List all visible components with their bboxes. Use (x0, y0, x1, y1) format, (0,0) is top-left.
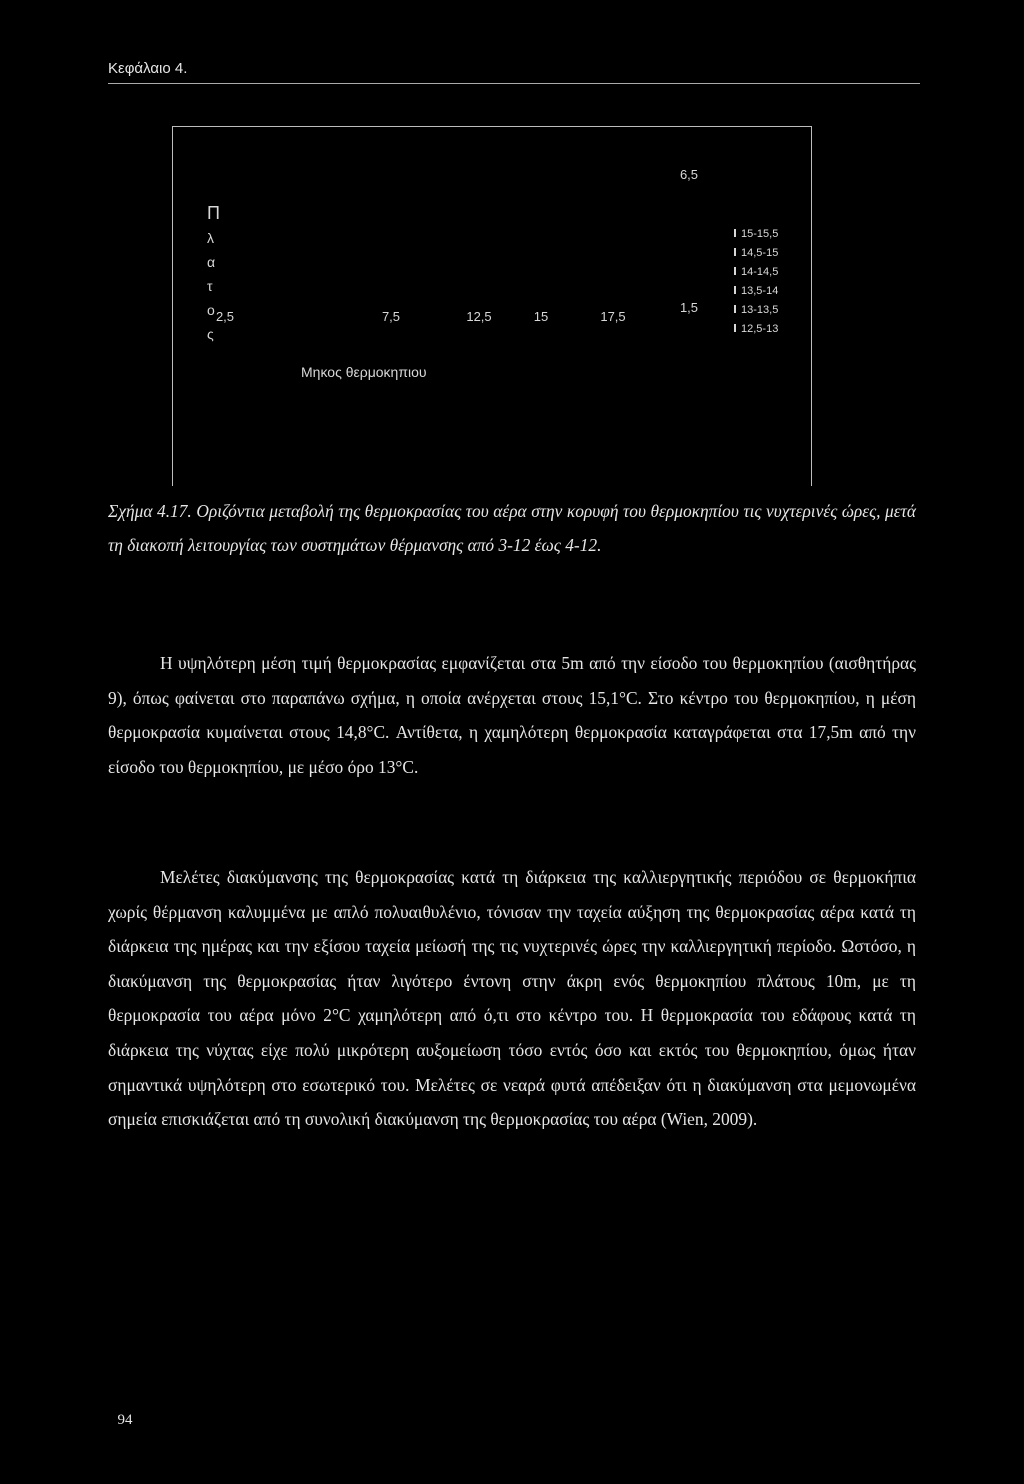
caption-label: Σχήμα 4.17. (108, 501, 192, 521)
x-tick-label: 12,5 (466, 309, 492, 324)
legend-entry: 15-15,5 (741, 228, 779, 240)
paragraph-1: Η υψηλότερη μέση τιμή θερμοκρασίας εμφανίζεται στα 5m από την είσοδο του θερμοκηπίου (αισθητήρας 9), όπως φαίνεται στο παραπάνω σχήμα, η οποία ανέρχεται στους 15,1°C. Στο κέντρο του θερμοκηπίου, η μέση θερμοκρασία κυμαίνεται στους 14,8°C. Αντίθετα, η χαμηλότερη θερμοκρασία καταγράφεται στα 17,5m από την είσοδο του θερμοκηπίου, με μέσο όρο 13°C. (108, 653, 916, 777)
header-rule (108, 83, 920, 84)
caption-text: Οριζόντια μεταβολή της θερμοκρασίας του αέρα στην κορυφή του θερμοκηπίου τις νυχτερινές ώρες, μετά τη διακοπή λειτουργίας των συστημάτων θέρμανσης από 3-12 έως 4-12. (108, 501, 916, 555)
y-axis-label-letter: λ (207, 230, 214, 246)
legend-entry: 12,5-13 (741, 323, 779, 335)
temperature-heatmap (173, 127, 813, 487)
figure-caption (108, 494, 916, 562)
legend-swatch (734, 229, 736, 237)
x-tick-label: 15 (533, 309, 549, 324)
x-tick-label: 7,5 (381, 309, 401, 324)
legend-entry: 14-14,5 (741, 266, 779, 278)
y-axis-label-letter: Π (207, 203, 220, 223)
legend-swatch (734, 286, 736, 294)
y-axis-label-letter: ς (207, 326, 214, 342)
legend-swatch (734, 324, 736, 332)
legend-entry: 14,5-15 (741, 247, 779, 259)
y-tick-label: 6,5 (679, 167, 699, 182)
legend-swatch (734, 267, 736, 275)
paragraph-2: Μελέτες διακύμανσης της θερμοκρασίας κατά τη διάρκεια της καλλιεργητικής περιόδου σε θερμοκήπια χωρίς θέρμανση καλυμμένα με απλό πολυαιθυλένιο, τόνισαν την ταχεία αύξηση της θερμοκρασίας αέρα κατά τη διάρκεια της ημέρας και την εξίσου ταχεία μείωσή της τις νυχτερινές ώρες την καλλιεργητική περίοδο. Ωστόσο, η διακύμανση της θερμοκρασίας ήταν λιγότερο έντονη στην άκρη ενός θερμοκηπίου πλάτους 10m, με τη θερμοκρασία του αέρα μόνο 2°C χαμηλότερη από ό,τι στο κέντρο του. Η θερμοκρασία του εδάφους κατά τη διάρκεια της νύχτας είχε πολύ μικρότερη αυξομείωση τόσο εντός όσο και εκτός του θερμοκηπίου, όμως ήταν σημαντικά υψηλότερη στο εσωτερικό του. Μελέτες σε νεαρά φυτά απέδειξαν ότι η διακύμανση στα μεμονωμένα σημεία επισκιάζεται από τη συνολική διακύμανση της θερμοκρασίας του αέρα (Wien, 2009). (108, 867, 916, 1130)
legend-swatch (734, 248, 736, 256)
legend-swatch (734, 305, 736, 313)
x-axis-label: Μηκος θερμοκηπιου (301, 364, 427, 380)
y-tick-label: 1,5 (679, 300, 699, 315)
x-tick-label: 17,5 (600, 309, 626, 324)
x-tick-label: 2,5 (215, 309, 235, 324)
legend-entry: 13-13,5 (741, 304, 779, 316)
y-axis-label-letter: α (207, 254, 216, 270)
chapter-header: Κεφάλαιο 4. (108, 60, 188, 77)
legend-entry: 13,5-14 (741, 285, 779, 297)
y-axis-label-letter: τ (207, 278, 213, 294)
y-axis-label-letter: ο (207, 302, 215, 318)
page-number: 94 (117, 1412, 133, 1428)
figure-frame (172, 126, 812, 486)
